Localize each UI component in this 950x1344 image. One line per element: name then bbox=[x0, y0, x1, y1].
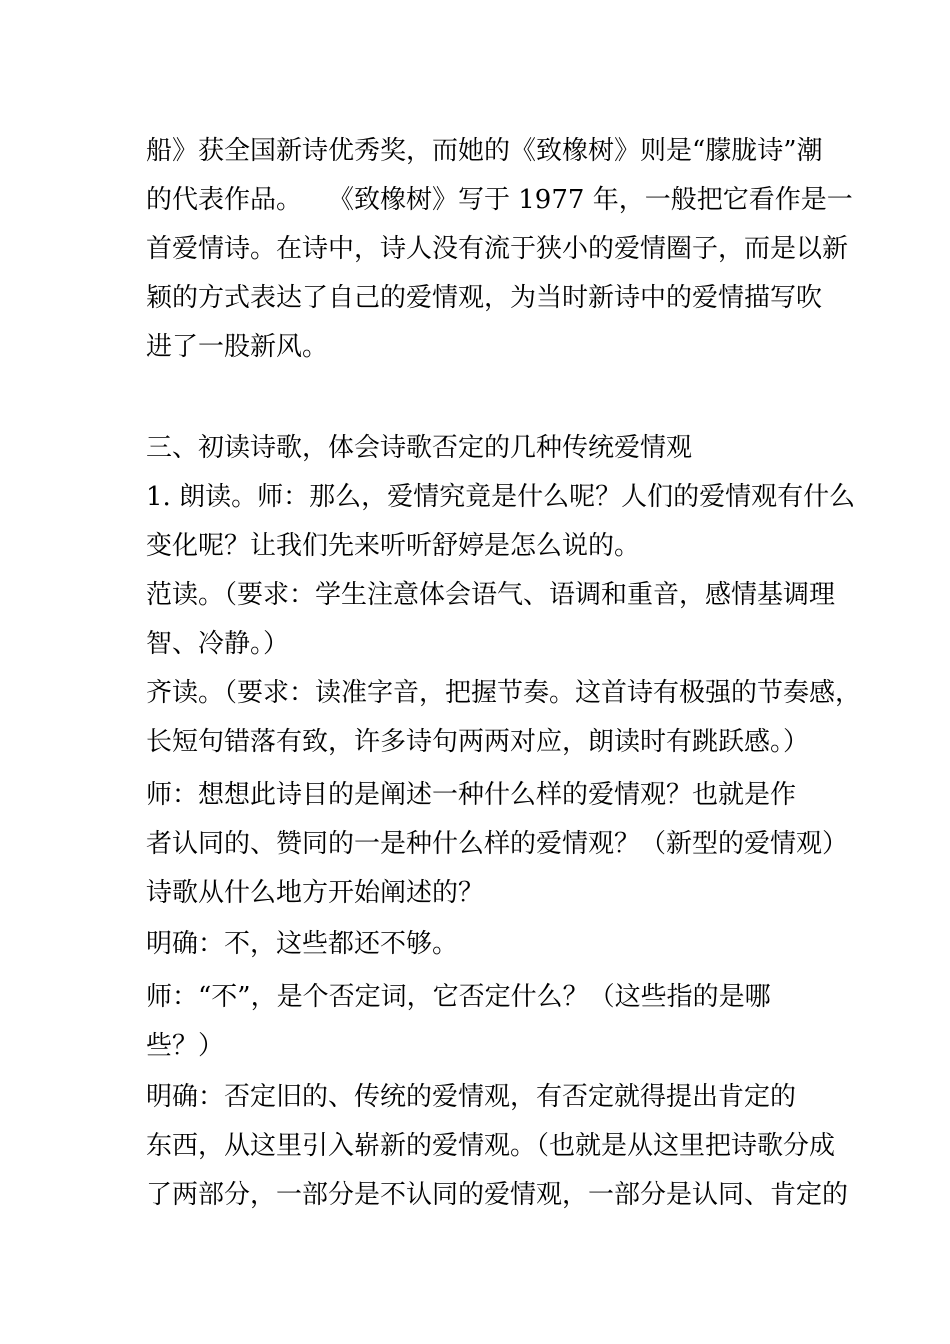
text-line: 长短句错落有致，许多诗句两两对应，朗读时有跳跃感。） bbox=[146, 727, 810, 757]
text-line: 了两部分，一部分是不认同的爱情观，一部分是认同、肯定的 bbox=[146, 1180, 849, 1210]
text-line: 师：“不”，是个否定词，它否定什么？（这些指的是哪 bbox=[146, 982, 771, 1012]
section-heading: 三、初读诗歌，体会诗歌否定的几种传统爱情观 bbox=[146, 433, 693, 463]
text-line: 船》获全国新诗优秀奖，而她的《致橡树》则是“朦胧诗”潮 bbox=[146, 136, 823, 166]
text-line: 首爱情诗。在诗中，诗人没有流于狭小的爱情圈子，而是以新 bbox=[146, 234, 849, 264]
text-line: 诗歌从什么地方开始阐述的？ bbox=[146, 878, 485, 908]
text-line: 范读。（要求：学生注意体会语气、语调和重音，感情基调理 bbox=[146, 580, 836, 610]
text-line: 进了一股新风。 bbox=[146, 332, 329, 362]
text-line: 明确：不，这些都还不够。 bbox=[146, 929, 459, 959]
text-line: 明确：否定旧的、传统的爱情观，有否定就得提出肯定的 bbox=[146, 1082, 797, 1112]
text-line: 些？） bbox=[146, 1031, 225, 1061]
text-line: 齐读。（要求：读准字音，把握节奏。这首诗有极强的节奏感， bbox=[146, 678, 862, 708]
text-line: 变化呢？让我们先来听听舒婷是怎么说的。 bbox=[146, 531, 641, 561]
text-line: 1. 朗读。师：那么，爱情究竟是什么呢？人们的爱情观有什么 bbox=[146, 482, 856, 512]
text-line: 颖的方式表达了自己的爱情观，为当时新诗中的爱情描写吹 bbox=[146, 283, 823, 313]
text-line: 的代表作品。 《致橡树》写于 1977 年，一般把它看作是一 bbox=[146, 185, 853, 215]
text-line: 东西，从这里引入崭新的爱情观。（也就是从这里把诗歌分成 bbox=[146, 1131, 836, 1161]
text-line: 者认同的、赞同的一是种什么样的爱情观？（新型的爱情观） bbox=[146, 829, 849, 859]
text-line: 智、冷静。） bbox=[146, 629, 290, 659]
text-line: 师：想想此诗目的是阐述一种什么样的爱情观？也就是作 bbox=[146, 780, 797, 810]
